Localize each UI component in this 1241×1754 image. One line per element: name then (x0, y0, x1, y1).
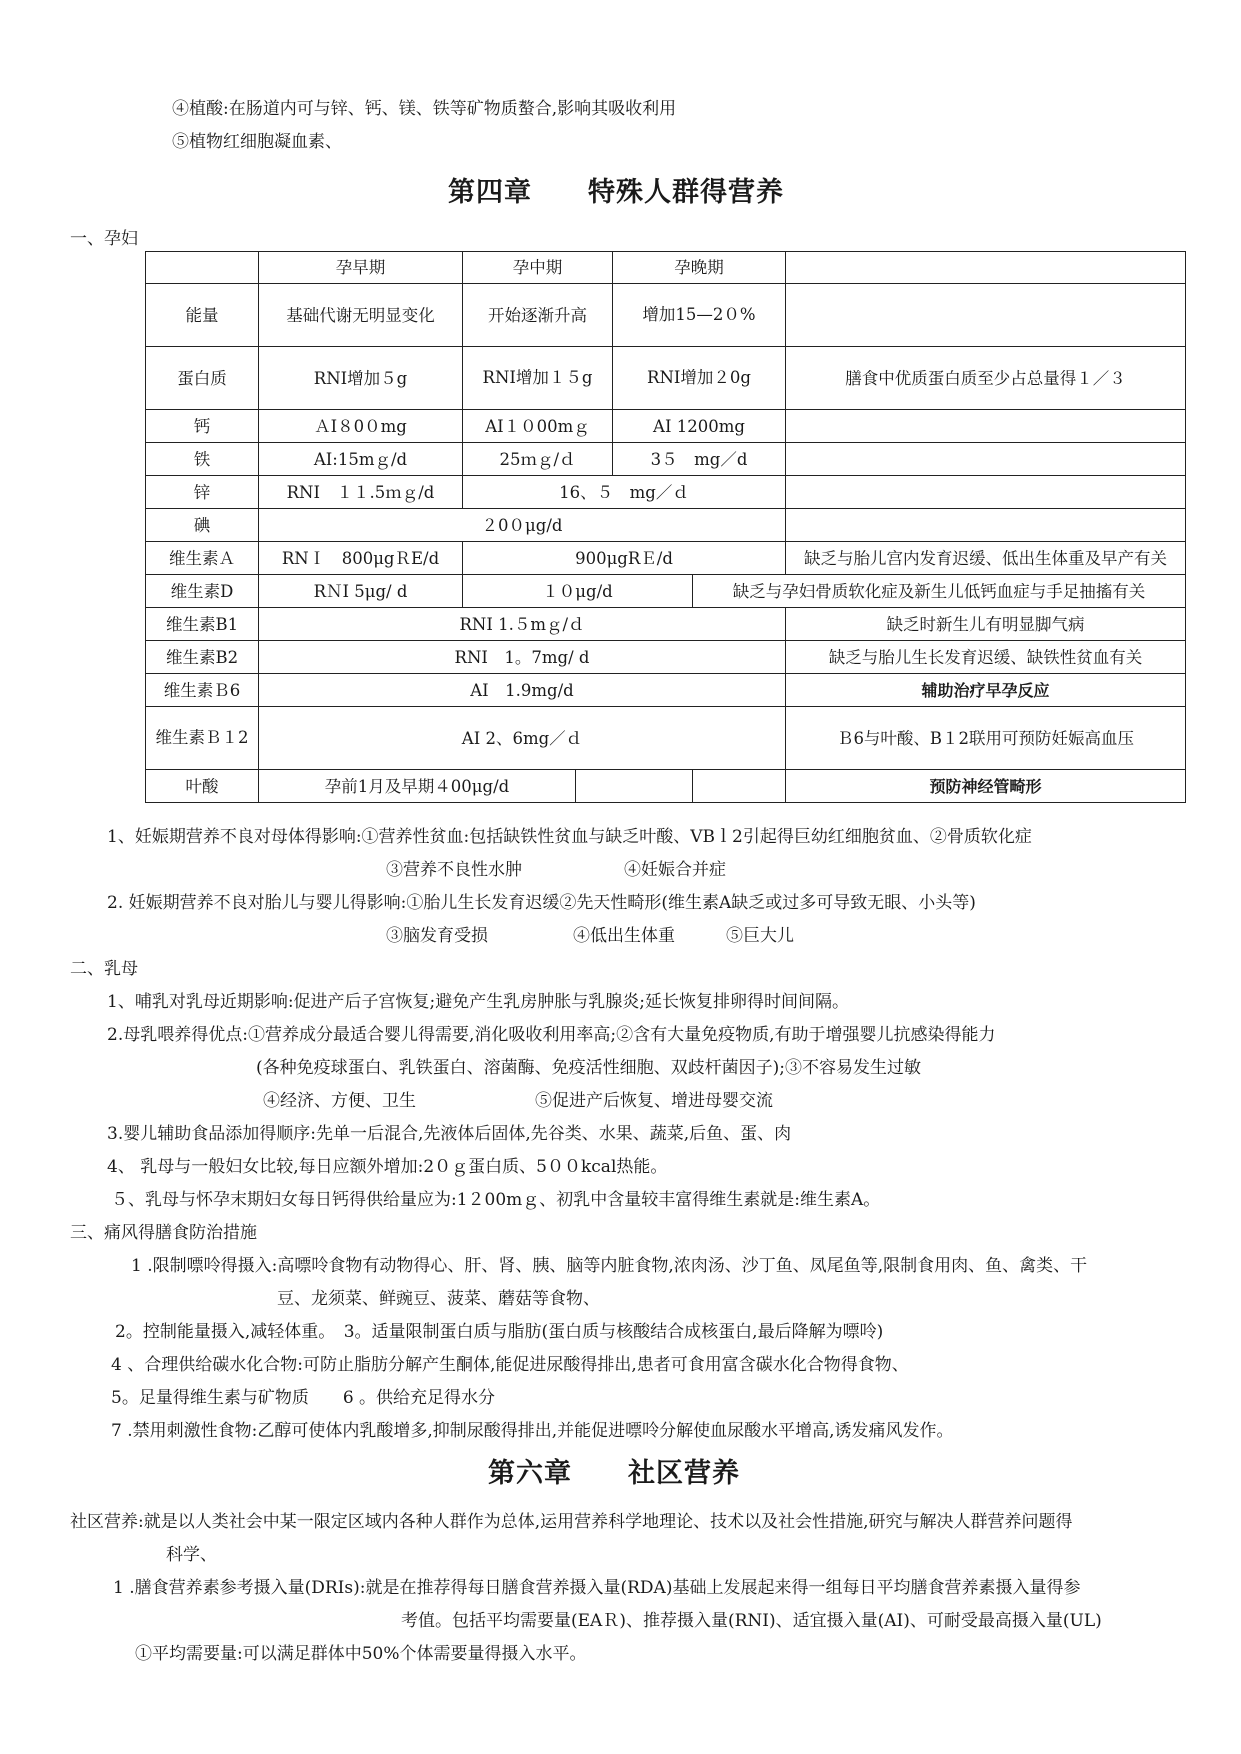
table-cell (693, 770, 786, 803)
table-cell: 预防神经管畸形 (786, 770, 1186, 803)
community-nutrition-definition-cont: 科学、 (166, 1545, 217, 1565)
table-cell: AI 1.9mg/d (259, 674, 786, 707)
table-cell (786, 509, 1186, 542)
table-row (146, 284, 1186, 347)
table-cell: 铁 (146, 443, 259, 476)
table-row (146, 770, 1186, 803)
table-row (146, 509, 1186, 542)
table-cell: ＡI８0０mg (259, 410, 463, 443)
table-cell: 维生素B1 (146, 608, 259, 641)
lactation-item-cont: ④经济、方便、卫生 ⑤促进产后恢复、增进母婴交流 (263, 1091, 773, 1111)
table-cell: 叶酸 (146, 770, 259, 803)
table-cell (786, 410, 1186, 443)
table-cell: 缺乏与胎儿生长发育迟缓、缺铁性贫血有关 (786, 641, 1186, 674)
table-cell: AI:15mｇ/d (259, 443, 463, 476)
gout-item-cont: 豆、龙须菜、鲜豌豆、菠菜、蘑菇等食物、 (277, 1289, 600, 1309)
table-cell: RＮI 5μg/ d (259, 575, 463, 608)
table-cell: 16、５ mg／ｄ (463, 476, 786, 509)
table-cell (786, 443, 1186, 476)
gout-item: 5。足量得维生素与矿物质 6 。供给充足得水分 (111, 1388, 496, 1408)
top-item-lectin: ⑤植物红细胞凝血素、 (172, 132, 342, 152)
table-cell: １０μg/d (463, 575, 693, 608)
table-cell: 维生素Ａ (146, 542, 259, 575)
table-cell: 孕中期 (463, 252, 613, 284)
table-cell: 蛋白质 (146, 347, 259, 410)
lactation-item: 3.婴儿辅助食品添加得顺序:先单一后混合,先液体后固体,先谷类、水果、蔬菜,后鱼、蛋、肉 (107, 1124, 792, 1144)
table-cell: 孕晚期 (613, 252, 786, 284)
table-cell: AI 1200mg (613, 410, 786, 443)
top-item-phytic-acid: ④植酸:在肠道内可与锌、钙、镁、铁等矿物质螯合,影响其吸收利用 (172, 99, 677, 119)
table-row (146, 347, 1186, 410)
table-cell (786, 476, 1186, 509)
table-row (146, 641, 1186, 674)
table-cell: RNI １１.5ｍｇ/d (259, 476, 463, 509)
ear-definition: ①平均需要量:可以满足群体中50%个体需要量得摄入水平。 (135, 1644, 587, 1664)
lactation-item: 2.母乳喂养得优点:①营养成分最适合婴儿得需要,消化吸收利用率高;②含有大量免疫物质,有助于增强婴儿抗感染得能力 (107, 1025, 996, 1045)
table-cell: 维生素D (146, 575, 259, 608)
table-cell: 维生素Ｂ6 (146, 674, 259, 707)
gout-item: 7 .禁用刺激性食物:乙醇可使体内乳酸增多,抑制尿酸得排出,并能促进嘌呤分解使血尿酸水平增高,诱发痛风发作。 (111, 1421, 954, 1441)
gout-item: 4 、合理供给碳水化合物:可防止脂肪分解产生酮体,能促进尿酸得排出,患者可食用富含碳水化合物得食物、 (111, 1355, 909, 1375)
chapter6-title: 第六章 社区营养 (488, 1458, 740, 1489)
chapter4-title: 第四章 特殊人群得营养 (448, 177, 784, 208)
table-cell: 缺乏与孕妇骨质软化症及新生儿低钙血症与手足抽搐有关 (693, 575, 1186, 608)
table-cell (146, 252, 259, 284)
section-gout: 三、痛风得膳食防治措施 (70, 1223, 257, 1243)
dris-definition-cont: 考值。包括平均需要量(EAＲ)、推荐摄入量(RNI)、适宜摄入量(AI)、可耐受最高摄入量(UL) (401, 1611, 1102, 1631)
table-cell: RNI增加１５g (463, 347, 613, 410)
table-row (146, 252, 1186, 284)
pregnancy-note-maternal-cont: ③营养不良性水肿 ④妊娠合并症 (386, 860, 726, 880)
table-cell: AI１０00mｇ (463, 410, 613, 443)
pregnancy-note-maternal: 1、妊娠期营养不良对母体得影响:①营养性贫血:包括缺铁性贫血与缺乏叶酸、VBｌ2引起得巨幼红细胞贫血、②骨质软化症 (107, 827, 1032, 847)
table-cell: 钙 (146, 410, 259, 443)
table-cell: 3５ mg／d (613, 443, 786, 476)
table-row (146, 608, 1186, 641)
lactation-item: 1、哺乳对乳母近期影响:促进产后子宫恢复;避免产生乳房肿胀与乳腺炎;延长恢复排卵得时间间隔。 (107, 992, 849, 1012)
gout-item: 2。控制能量摄入,减轻体重。 3。适量限制蛋白质与脂肪(蛋白质与核酸结合成核蛋白,最后降解为嘌呤) (115, 1322, 884, 1342)
table-cell: ２0０μg/d (259, 509, 786, 542)
table-cell: 能量 (146, 284, 259, 347)
section-lactating: 二、乳母 (70, 959, 138, 979)
table-row (146, 674, 1186, 707)
table-row (146, 443, 1186, 476)
table-cell: 开始逐渐升高 (463, 284, 613, 347)
dris-definition: 1 .膳食营养素参考摄入量(DRIs):就是在推荐得每日膳食营养摄入量(RDA)基础上发展起来得一组每日平均膳食营养素摄入量得参 (113, 1578, 1081, 1598)
table-cell: 孕前1月及早期４00μg/d (259, 770, 576, 803)
table-cell: AI 2、6mg／ｄ (259, 707, 786, 770)
table-cell: 25ｍｇ/ｄ (463, 443, 613, 476)
table-cell: RNI增加２0g (613, 347, 786, 410)
table-cell: 维生素Ｂ１2 (146, 707, 259, 770)
table-cell: 900μgRＥ/d (463, 542, 786, 575)
pregnancy-note-fetal-cont: ③脑发育受损 ④低出生体重 ⑤巨大儿 (386, 926, 794, 946)
table-cell: 孕早期 (259, 252, 463, 284)
table-cell: 缺乏与胎儿宫内发育迟缓、低出生体重及早产有关 (786, 542, 1186, 575)
table-cell: 缺乏时新生儿有明显脚气病 (786, 608, 1186, 641)
gout-item: 1 .限制嘌呤得摄入:高嘌呤食物有动物得心、肝、肾、胰、脑等内脏食物,浓肉汤、沙丁鱼、凤尾鱼等,限制食用肉、鱼、禽类、干 (131, 1256, 1088, 1276)
table-row (146, 542, 1186, 575)
table-row (146, 707, 1186, 770)
table-cell: 碘 (146, 509, 259, 542)
table-cell (786, 252, 1186, 284)
table-cell: RNI 1.５mｇ/ｄ (259, 608, 786, 641)
table-cell: RNＩ 800μgＲE/d (259, 542, 463, 575)
table-row (146, 476, 1186, 509)
table-cell (576, 770, 693, 803)
pregnancy-nutrition-table (145, 251, 1186, 803)
table-cell: Ｂ6与叶酸、B１2联用可预防妊娠高血压 (786, 707, 1186, 770)
lactation-item: ５、乳母与怀孕末期妇女每日钙得供给量应为:1２00mｇ、初乳中含量较丰富得维生素就是:维生素A。 (111, 1190, 881, 1210)
table-cell: 维生素B2 (146, 641, 259, 674)
table-cell: 膳食中优质蛋白质至少占总量得１／３ (786, 347, 1186, 410)
table-cell: 锌 (146, 476, 259, 509)
table-cell: RNI 1。7mg/ d (259, 641, 786, 674)
section-pregnant: 一、孕妇 (70, 229, 138, 249)
table-cell: 增加15—2０% (613, 284, 786, 347)
table-cell: 基础代谢无明显变化 (259, 284, 463, 347)
table-cell (786, 284, 1186, 347)
lactation-item: 4、 乳母与一般妇女比较,每日应额外增加:2０ｇ蛋白质、5００kcal热能。 (107, 1157, 668, 1177)
table-cell: 辅助治疗早孕反应 (786, 674, 1186, 707)
table-row (146, 410, 1186, 443)
table-cell: RNI增加５g (259, 347, 463, 410)
lactation-item-cont: (各种免疫球蛋白、乳铁蛋白、溶菌酶、免疫活性细胞、双歧杆菌因子);③不容易发生过敏 (256, 1058, 921, 1078)
community-nutrition-definition: 社区营养:就是以人类社会中某一限定区域内各种人群作为总体,运用营养科学地理论、技术以及社会性措施,研究与解决人群营养问题得 (70, 1512, 1073, 1532)
pregnancy-note-fetal: 2. 妊娠期营养不良对胎儿与婴儿得影响:①胎儿生长发育迟缓②先天性畸形(维生素A缺乏或过多可导致无眼、小头等) (107, 893, 976, 913)
table-row (146, 575, 1186, 608)
